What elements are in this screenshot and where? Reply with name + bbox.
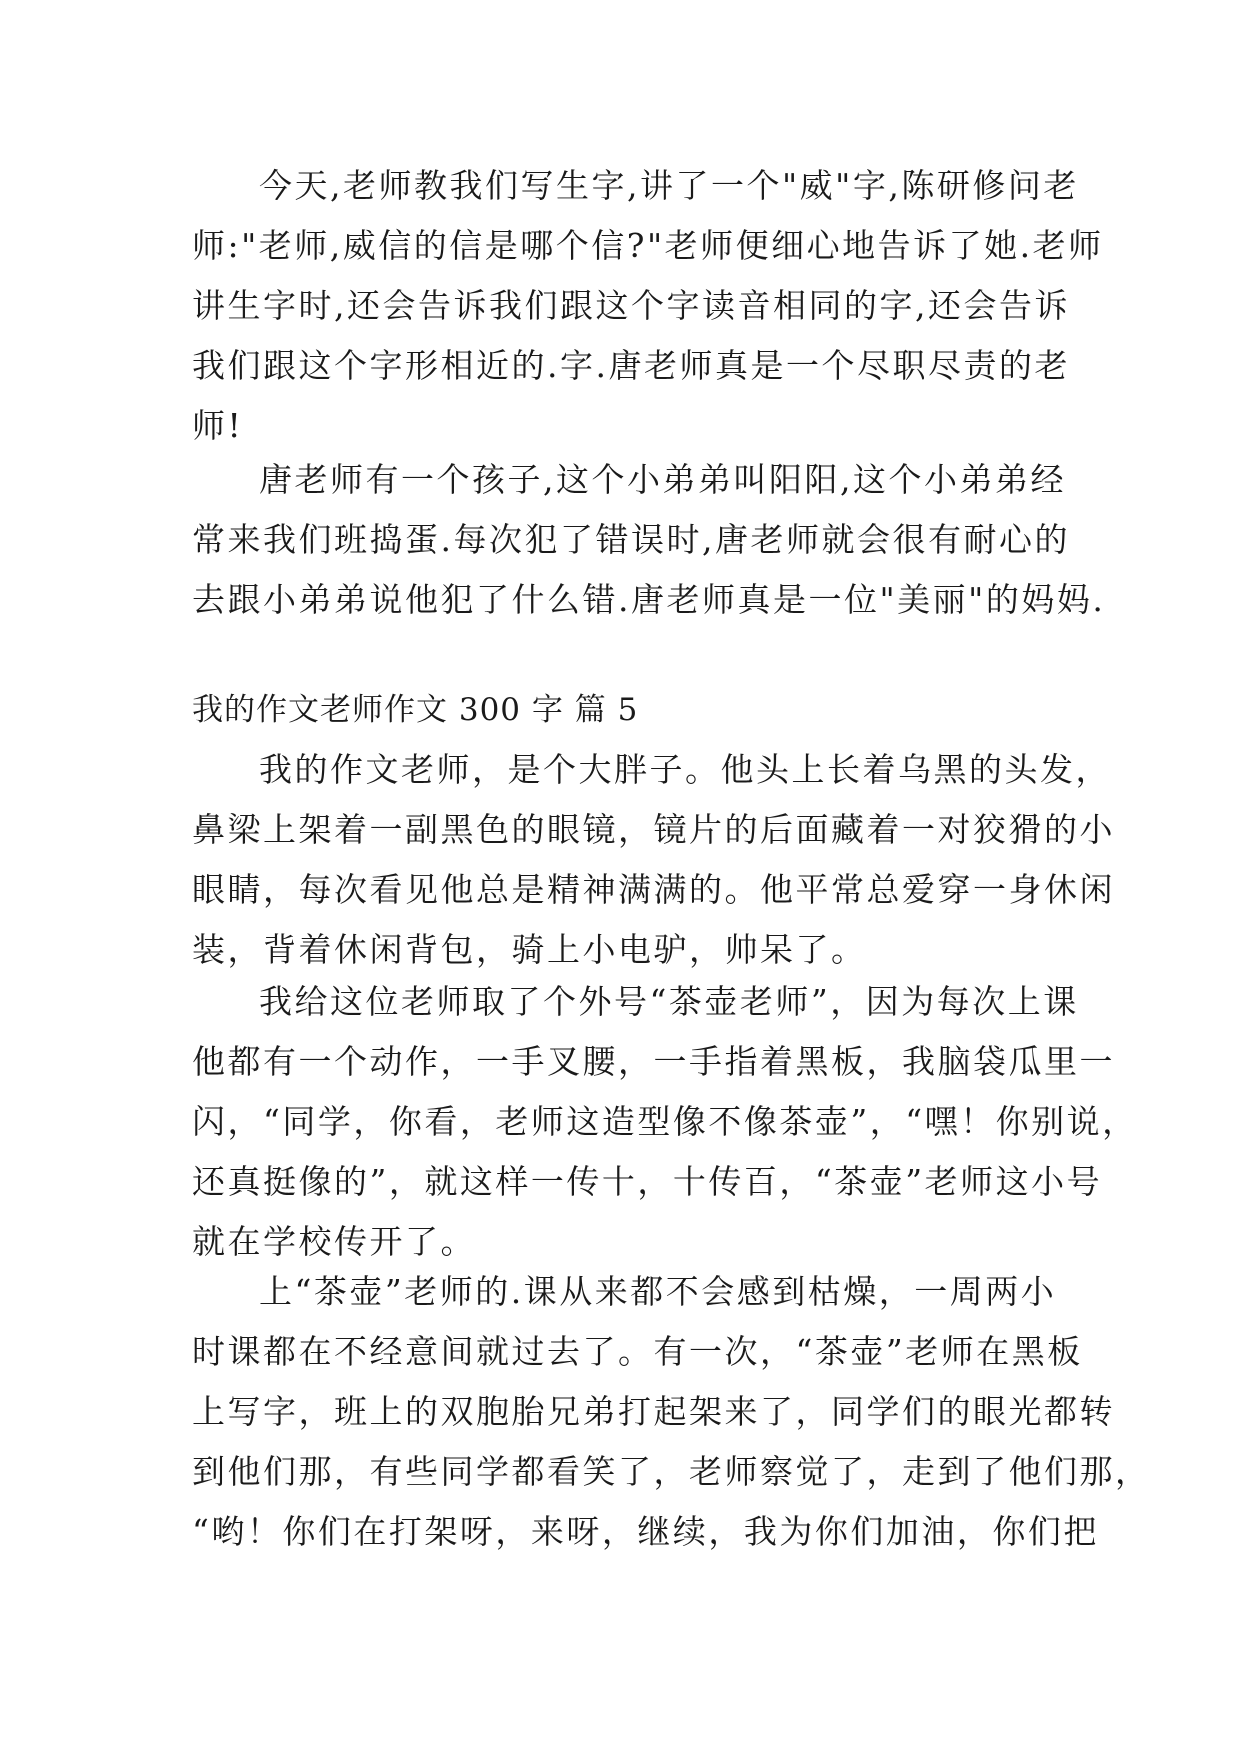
text-line: 我给这位老师取了个外号“茶壶老师”，因为每次上课 [259,982,1079,1021]
text-line: 师! [192,406,244,445]
text-line: 时课都在不经意间就过去了。有一次，“茶壶”老师在黑板 [192,1332,1083,1371]
text-line: 去跟小弟弟说他犯了什么错.唐老师真是一位"美丽"的妈妈. [192,580,1106,619]
text-line: 装，背着休闲背包，骑上小电驴，帅呆了。 [192,930,867,969]
text-line: 我们跟这个字形相近的.字.唐老师真是一个尽职尽责的老 [192,346,1070,385]
text-line: “哟！你们在打架呀，来呀，继续，我为你们加油，你们把 [192,1512,1099,1551]
text-line: 就在学校传开了。 [192,1222,476,1261]
text-line: 常来我们班捣蛋.每次犯了错误时,唐老师就会很有耐心的 [192,520,1070,559]
paragraph-4 [192,972,1138,1272]
text-line: 他都有一个动作，一手叉腰，一手指着黑板，我脑袋瓜里一 [192,1042,1115,1081]
text-line: 今天,老师教我们写生字,讲了一个"威"字,陈研修问老 [259,166,1079,205]
text-line: 师:"老师,威信的信是哪个信?"老师便细心地告诉了她.老师 [192,226,1104,265]
text-line: 我的作文老师，是个大胖子。他头上长着乌黑的头发， [259,750,1111,789]
text-line: 到他们那，有些同学都看笑了，老师察觉了，走到了他们那， [192,1452,1151,1491]
paragraph-1 [192,156,1104,456]
paragraph-5 [192,1262,1151,1562]
text-line: 还真挺像的”，就这样一传十，十传百，“茶壶”老师这小号 [192,1162,1103,1201]
text-line: 上“茶壶”老师的.课从来都不会感到枯燥，一周两小 [259,1272,1057,1311]
text-line: 眼睛，每次看见他总是精神满满的。他平常总爱穿一身休闲 [192,870,1115,909]
text-line: 闪，“同学，你看，老师这造型像不像茶壶”，“嘿！你别说， [192,1102,1138,1141]
text-line: 上写字，班上的双胞胎兄弟打起架来了，同学们的眼光都转 [192,1392,1115,1431]
text-line: 鼻梁上架着一副黑色的眼镜，镜片的后面藏着一对狡猾的小 [192,810,1115,849]
paragraph-3 [192,740,1115,980]
text-line: 唐老师有一个孩子,这个小弟弟叫阳阳,这个小弟弟经 [259,460,1066,499]
section-heading: 我的作文老师作文 300 字 篇 5 [192,692,639,728]
text-line: 讲生字时,还会告诉我们跟这个字读音相同的字,还会告诉 [192,286,1070,325]
paragraph-2 [192,450,1106,630]
